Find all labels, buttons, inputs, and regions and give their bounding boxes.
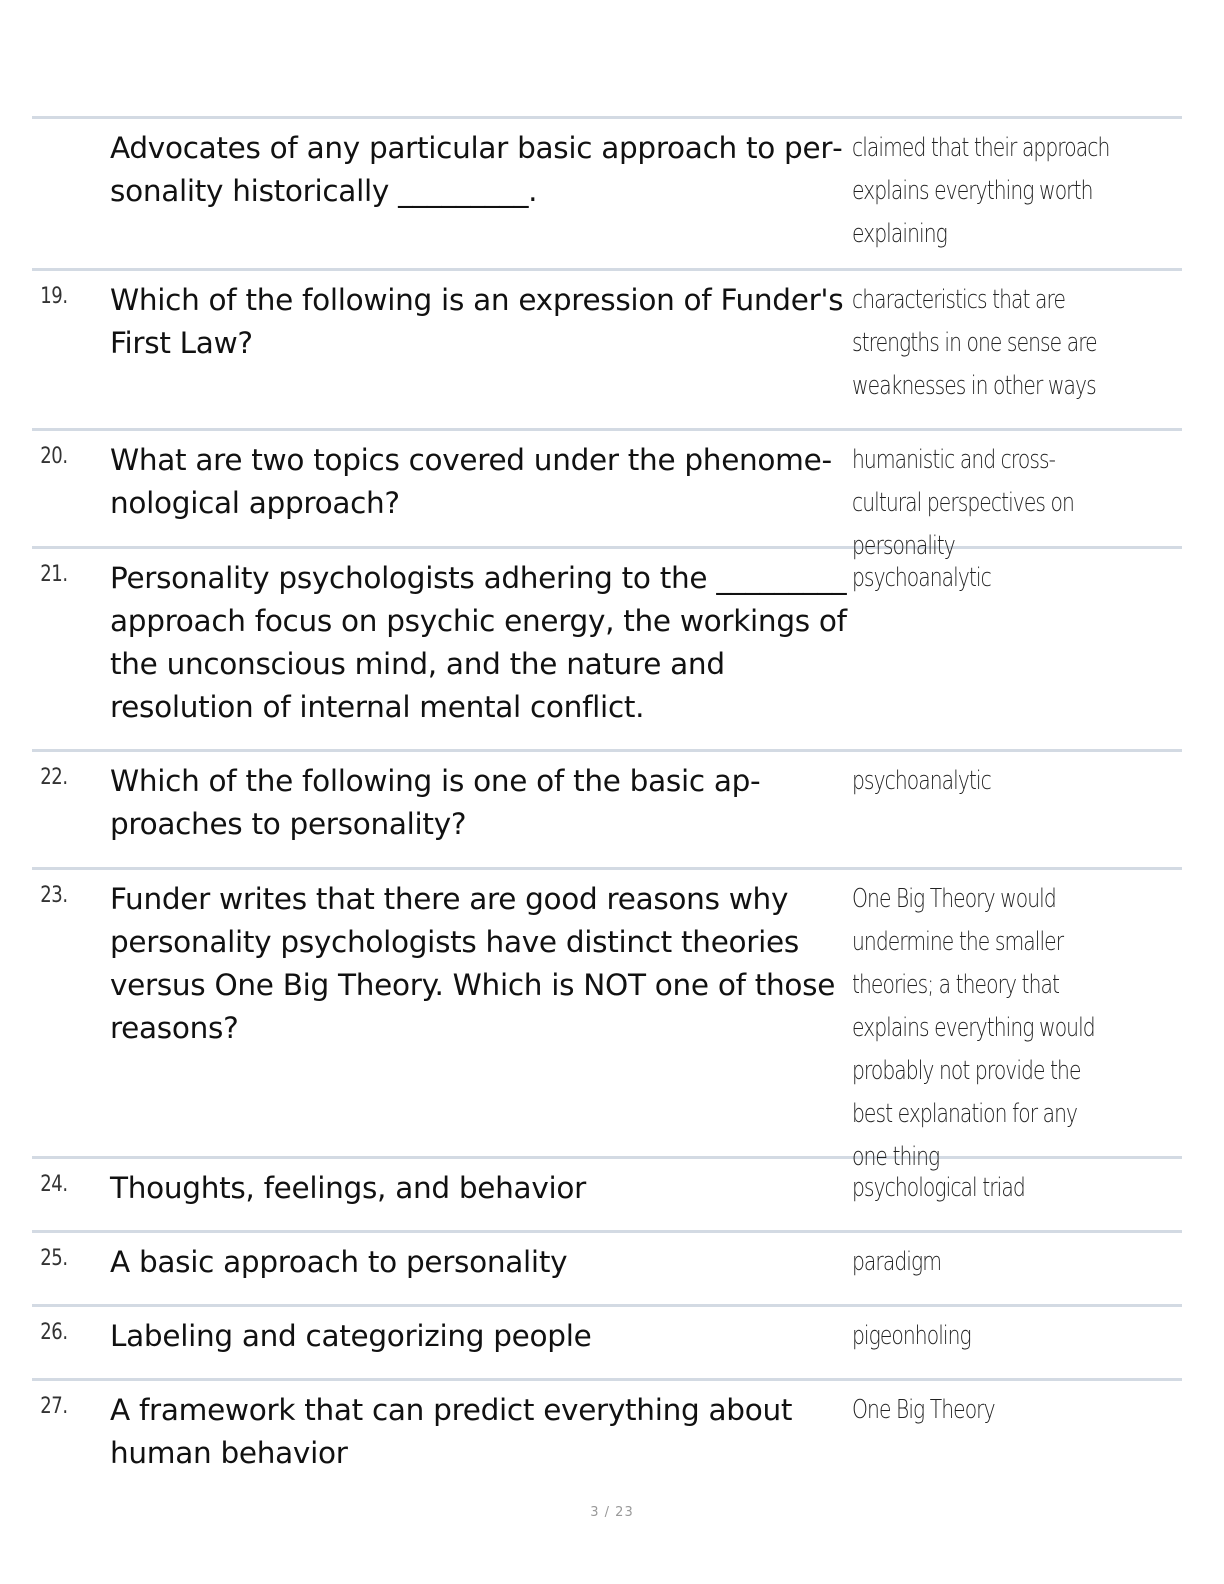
row-definition: psychoanalytic	[852, 766, 991, 796]
row-number: 21.	[40, 562, 68, 587]
table-row	[32, 119, 1182, 271]
row-term: Advocates of any particular basic approach to personality historically _________.	[110, 131, 843, 208]
row-number: 27.	[40, 1394, 68, 1419]
row-definition: One Big Theory	[852, 1395, 995, 1425]
row-definition: psychoanalytic	[852, 563, 991, 593]
table-row	[32, 271, 1182, 431]
table-row	[32, 431, 1182, 561]
row-term: Personality psychologists adhering to the _________ approach focus on psychic energy, the workings of the unconscious mind, and the nature and resolution of internal mental conflict.	[110, 561, 847, 724]
table-row	[32, 752, 1182, 870]
row-number: 24.	[40, 1172, 68, 1197]
row-definition: paradigm	[852, 1247, 942, 1277]
row-term: A basic approach to personality	[110, 1245, 568, 1279]
row-term: What are two topics covered under the phenomenological approach?	[110, 443, 833, 520]
row-term: Thoughts, feelings, and behavior	[110, 1171, 586, 1205]
row-definition: pigeonholing	[852, 1321, 971, 1351]
row-term: Labeling and categorizing people	[110, 1319, 592, 1353]
page-indicator: 3 / 23	[590, 1505, 634, 1520]
table-row	[32, 549, 1182, 752]
row-number: 22.	[40, 765, 68, 790]
row-number	[32, 127, 96, 250]
row-term: Which of the following is one of the basic approaches to personality?	[110, 764, 761, 841]
table-row	[32, 1381, 1182, 1491]
row-number: 19.	[40, 284, 68, 309]
row-definition: humanistic and cross-cultural perspectives on personality	[852, 445, 1074, 561]
row-definition: psychological triad	[852, 1173, 1025, 1203]
row-definition: claimed that their approach explains everything worth explaining	[852, 133, 1110, 249]
row-number: 26.	[40, 1320, 68, 1345]
table-row	[32, 1233, 1182, 1307]
row-term: Which of the following is an expression of Funder's First Law?	[110, 283, 844, 360]
row-term: A framework that can predict everything about human behavior	[110, 1393, 793, 1470]
row-definition: One Big Theory would undermine the smaller theories; a theory that explains everything would probably not provide the best explanation for any one thing	[852, 884, 1095, 1172]
flashcard-table	[32, 116, 1182, 1491]
table-row	[32, 1307, 1182, 1381]
row-definition: characteristics that are strengths in one sense are weaknesses in other ways	[852, 285, 1097, 401]
table-row	[32, 1159, 1182, 1233]
row-term: Funder writes that there are good reasons why personality psychologists have distinct theories versus One Big Theory. Which is NOT one of those reasons?	[110, 882, 836, 1045]
row-number: 20.	[40, 444, 68, 469]
table-row	[32, 870, 1182, 1172]
row-number: 23.	[40, 883, 68, 908]
row-number: 25.	[40, 1246, 68, 1271]
